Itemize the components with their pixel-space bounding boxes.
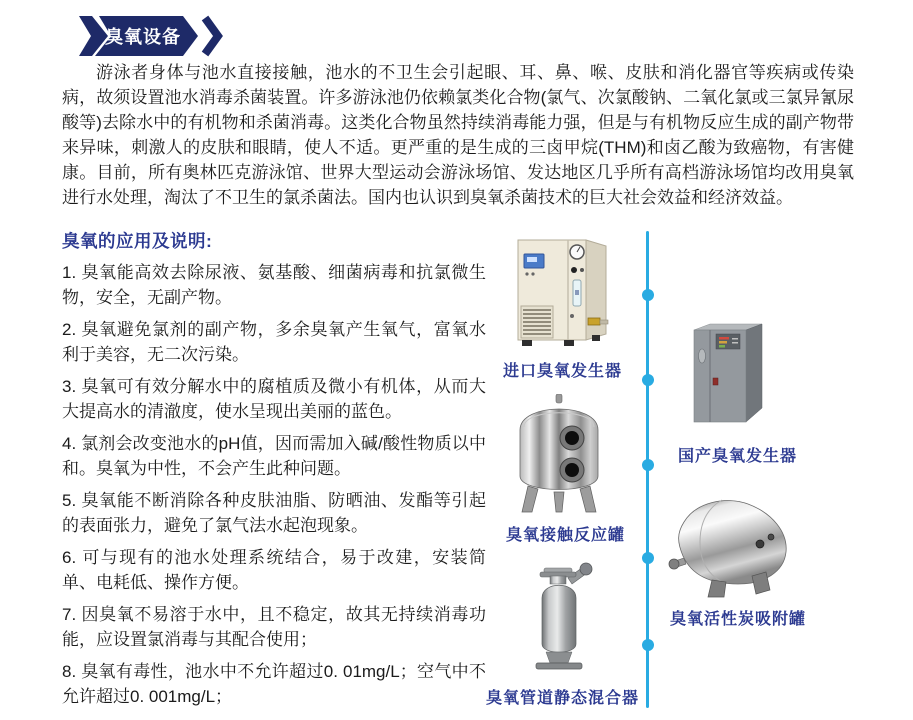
timeline-dot — [642, 459, 654, 471]
timeline-dot — [642, 289, 654, 301]
ozone-carbon-tank-image — [668, 496, 794, 605]
applications-section — [62, 228, 486, 709]
domestic-ozone-generator-caption: 国产臭氧发生器 — [678, 448, 798, 465]
ozone-contact-tank-caption: 臭氧接触反应罐 — [506, 527, 626, 544]
imported-ozone-generator-caption: 进口臭氧发生器 — [503, 363, 623, 380]
ozone-point-3: 3. 臭氧可有效分解水中的腐植质及微小有机体，从而大大提高水的清澈度，使水呈现出美丽的蓝色。 — [62, 377, 486, 421]
ozone-point-7: 7. 因臭氧不易溶于水中，且不稳定，故其无持续消毒功能，应设置氯消毒与其配合使用； — [62, 605, 486, 649]
ozone-point-5: 5. 臭氧能不断消除各种皮肤油脂、防晒油、发酯等引起的表面张力，避免了氯气法水起泡现象。 — [62, 491, 486, 535]
intro-paragraph: 游泳者身体与池水直接接触，池水的不卫生会引起眼、耳、鼻、喉、皮肤和消化器官等疾病或传染病，故须设置池水消毒杀菌装置。许多游泳池仍依赖氯类化合物(氯气、次氯酸钠、二氧化氯或三氯异氰尿酸等)去除水中的有机物和杀菌消毒。这类化合物虽然持续消毒能力强，但是与有机物反应生成的副产物带来异味，刺激人的皮肤和眼睛，使人不适。更严重的是生成的三卤甲烷(THM)和卤乙酸为致癌物，有害健康。目前，所有奥林匹克游泳馆、世界大型运动会游泳场馆、发达地区几乎所有高档游泳场馆均改用臭氧进行水处理，淘汰了不卫生的氯杀菌法。国内也认识到臭氧杀菌技术的巨大社会效益和经济效益。 — [62, 63, 854, 207]
timeline-dot — [642, 639, 654, 651]
ozone-point-4: 4. 氯剂会改变池水的pH值，因而需加入碱/酸性物质以中和。臭氧为中性，不会产生此种问题。 — [62, 434, 486, 478]
ozone-point-1: 1. 臭氧能高效去除尿液、氨基酸、细菌病毒和抗氯微生物，安全，无副产物。 — [62, 263, 486, 307]
ozone-static-mixer-caption: 臭氧管道静态混合器 — [486, 690, 640, 707]
ozone-point-2: 2. 臭氧避免氯剂的副产物，多余臭氧产生氧气，富氧水利于美容，无二次污染。 — [62, 320, 486, 364]
ozone-point-8: 8. 臭氧有毒性，池水中不允许超过0. 01mg/L；空气中不允许超过0. 001mg/L； — [62, 662, 486, 706]
banner-title: 臭氧设备 — [105, 27, 181, 47]
timeline-dot — [642, 374, 654, 386]
section-banner — [79, 14, 229, 59]
section-heading: 臭氧的应用及说明: — [62, 231, 213, 251]
domestic-ozone-generator-image — [688, 314, 776, 439]
ozone-contact-tank-image — [512, 394, 606, 521]
imported-ozone-generator-image — [508, 232, 616, 359]
timeline-dot — [642, 552, 654, 564]
ozone-static-mixer-image — [526, 560, 596, 685]
ozone-point-6: 6. 可与现有的池水处理系统结合，易于改建，安装简单、电耗低、操作方便。 — [62, 548, 486, 592]
ozone-carbon-tank-caption: 臭氧活性炭吸附罐 — [670, 611, 807, 628]
